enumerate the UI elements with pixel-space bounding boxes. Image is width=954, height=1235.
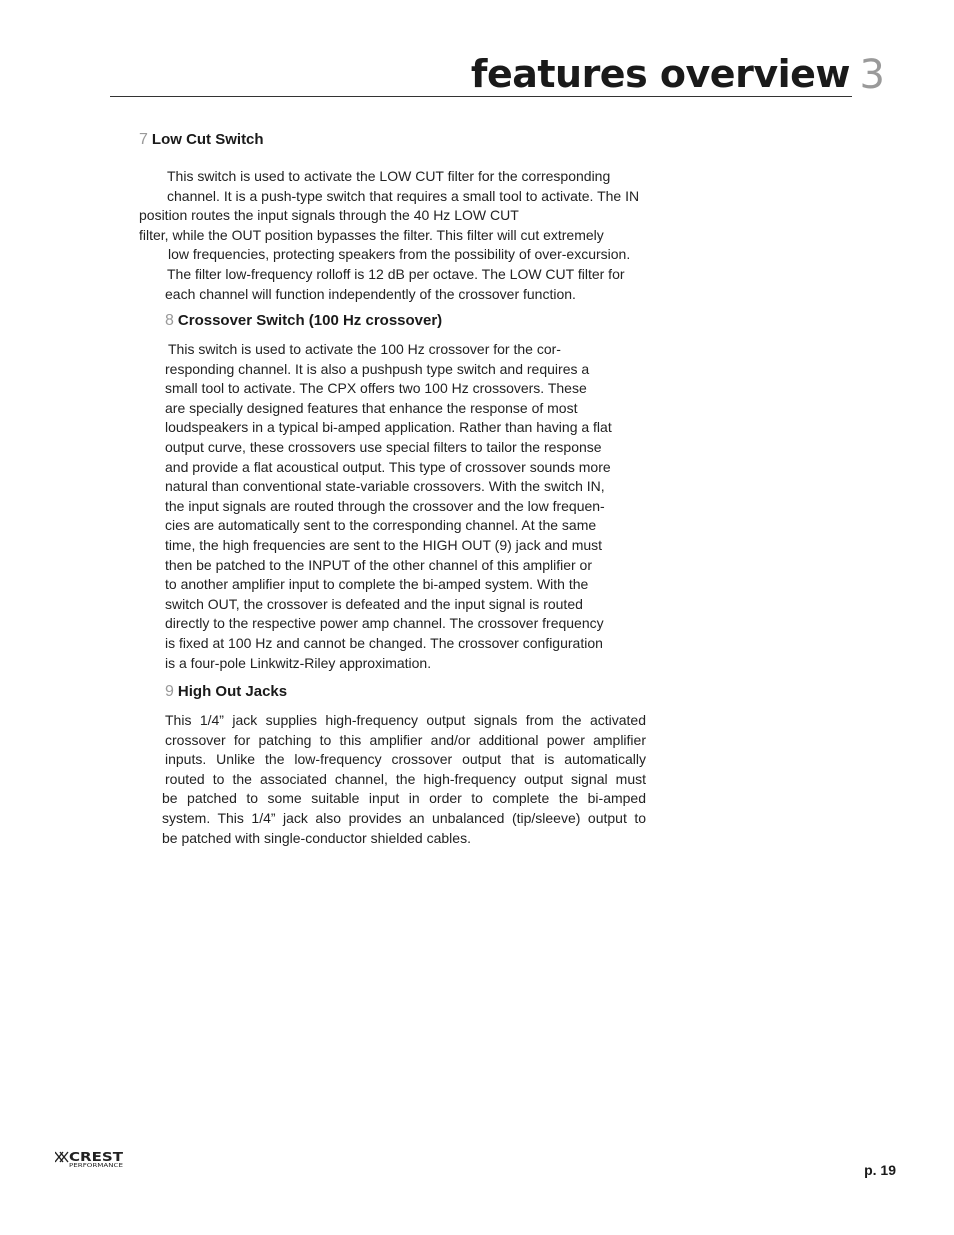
section-heading (139, 131, 639, 149)
crest-logo (55, 1150, 125, 1170)
body-line: This 1/4” jack supplies high-frequency output signals from the activated (165, 712, 646, 728)
section-crossover-switch (165, 312, 641, 673)
body-line: small tool to activate. The CPX offers two 100 Hz crossovers. These (165, 380, 587, 397)
crest-logo-mark (55, 1152, 68, 1162)
section-heading (165, 683, 646, 701)
body-line: The filter low-frequency rolloff is 12 dB per octave. The LOW CUT filter for (167, 265, 625, 282)
body-line: This switch is used to activate the LOW CUT filter for the corresponding (167, 168, 611, 184)
logo-subtext: PERFORMANCE (69, 1163, 123, 1169)
body-line: This switch is used to activate the 100 Hz crossover for the cor- (168, 341, 561, 357)
body-line: directly to the respective power amp channel. The crossover frequency (165, 615, 604, 632)
section-title: Crossover Switch (100 Hz crossover) (177, 312, 443, 329)
body-line: natural than conventional state-variable crossovers. With the switch IN, (165, 478, 605, 495)
section-title: Low Cut Switch (151, 131, 264, 148)
body-line: low frequencies, protecting speakers from the possibility of over-excursion. (168, 246, 631, 263)
body-line: then be patched to the INPUT of the other channel of this amplifier or (165, 556, 592, 573)
body-line: channel. It is a push-type switch that requires a small tool to activate. The IN (167, 187, 640, 204)
body-line: the input signals are routed through the crossover and the low frequen- (165, 497, 605, 514)
section-number: 7 (139, 131, 148, 148)
section-low-cut-switch (139, 131, 639, 304)
page-number: p. 19 (864, 1162, 896, 1178)
body-line: is fixed at 100 Hz and cannot be changed. The crossover configuration (165, 634, 603, 651)
section-high-out-jacks (162, 683, 646, 848)
body-line: system. This 1/4” jack also provides an unbalanced (tip/sleeve) output to (162, 809, 646, 826)
chapter-number: 3 (859, 52, 885, 98)
body-line: are specially designed features that enhance the response of most (165, 399, 578, 416)
page-title: features overview (470, 52, 850, 96)
body-line: time, the high frequencies are sent to the HIGH OUT (9) jack and must (165, 536, 603, 553)
body-line: crossover for patching to this amplifier and/or additional power amplifier (165, 731, 646, 748)
body-line: responding channel. It is also a pushpush type switch and requires a (165, 360, 590, 377)
body-line: be patched with single-conductor shielded cables. (162, 829, 471, 846)
body-line: switch OUT, the crossover is defeated and the input signal is routed (165, 595, 583, 612)
body-line: routed to the associated channel, the high-frequency output signal must (165, 770, 646, 787)
body-line: be patched to some suitable input in order to complete the bi-amped (162, 790, 646, 807)
body-line: cies are automatically sent to the corresponding channel. At the same (165, 517, 597, 534)
section-title: High Out Jacks (177, 683, 288, 700)
section-heading (165, 312, 641, 330)
header-rule (110, 96, 852, 97)
body-line: each channel will function independently of the crossover function. (165, 285, 576, 302)
logo-text: CREST (69, 1150, 125, 1164)
body-line: and provide a flat acoustical output. This type of crossover sounds more (165, 458, 611, 475)
body-line: output curve, these crossovers use special filters to tailor the response (165, 438, 602, 455)
body-line: to another amplifier input to complete the bi-amped system. With the (165, 576, 589, 593)
body-line: loudspeakers in a typical bi-amped application. Rather than having a flat (165, 419, 612, 436)
section-number: 8 (165, 312, 174, 329)
body-line: filter, while the OUT position bypasses the filter. This filter will cut extremely (139, 226, 604, 243)
body-line: inputs. Unlike the low-frequency crossover output that is automatically (165, 751, 646, 768)
section-number: 9 (165, 683, 174, 700)
body-line: position routes the input signals through the 40 Hz LOW CUT (139, 207, 519, 224)
body-line: is a four-pole Linkwitz-Riley approximation. (165, 654, 432, 671)
